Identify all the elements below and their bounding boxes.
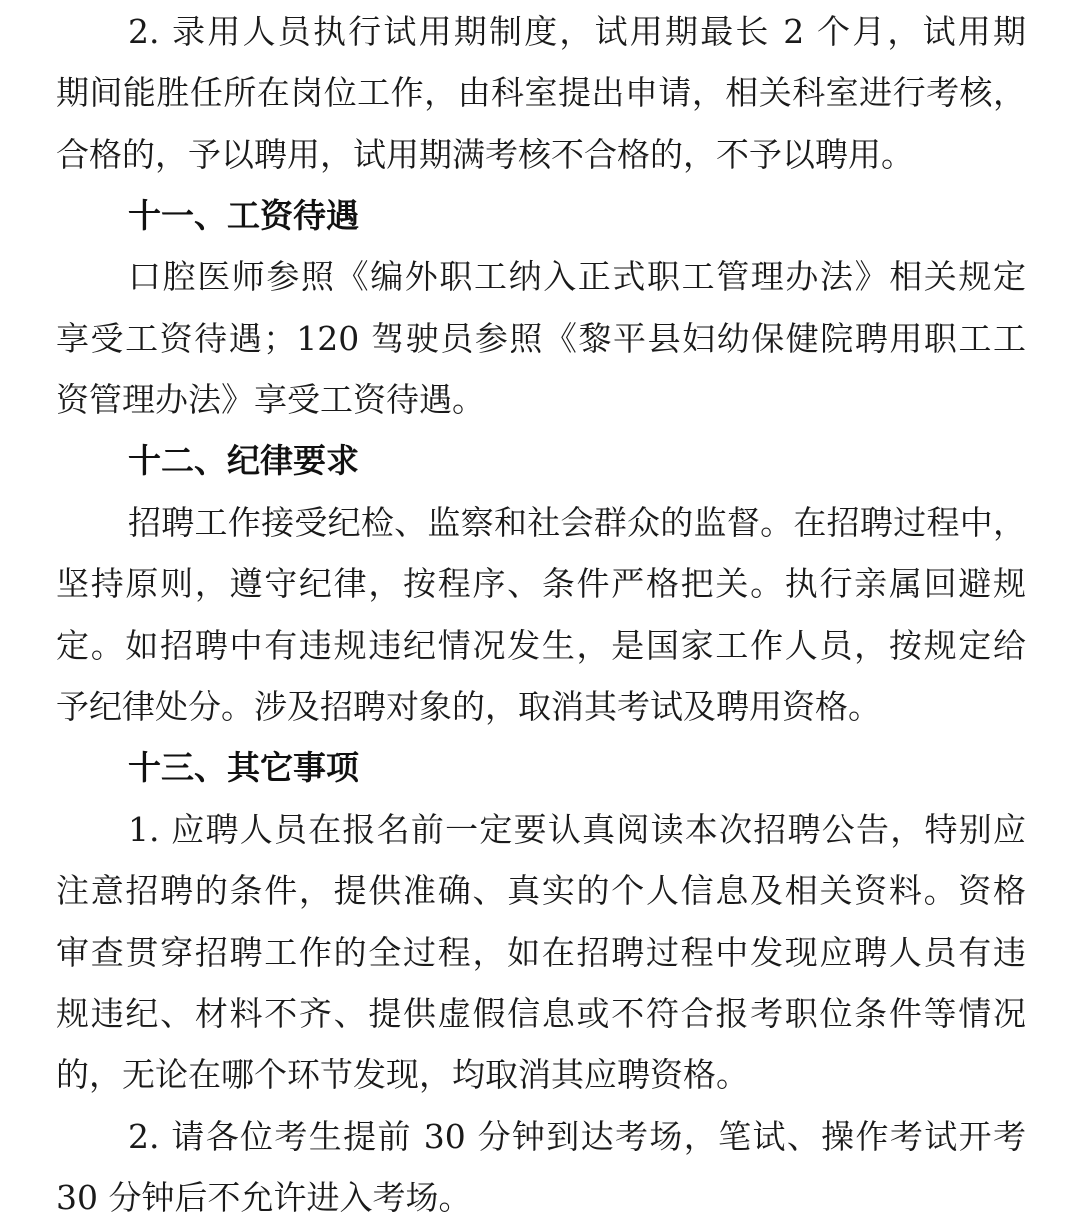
section-heading: 十一、工资待遇 [128,196,359,235]
paragraph-line: 享受工资待遇；120 驾驶员参照《黎平县妇幼保健院聘用职工工 [56,319,1026,358]
paragraph-line: 资管理办法》享受工资待遇。 [56,380,485,419]
paragraph-line: 2. 录用人员执行试用期制度，试用期最长 2 个月，试用期 [128,12,1026,51]
paragraph-line: 招聘工作接受纪检、监察和社会群众的监督。在招聘过程中， [128,503,1026,542]
paragraph-line: 2. 请各位考生提前 30 分钟到达考场，笔试、操作考试开考 [128,1117,1026,1156]
paragraph-line: 的，无论在哪个环节发现，均取消其应聘资格。 [56,1055,749,1094]
paragraph-line: 定。如招聘中有违规违纪情况发生，是国家工作人员，按规定给 [56,626,1026,665]
section-heading: 十三、其它事项 [128,748,359,787]
paragraph-line: 1. 应聘人员在报名前一定要认真阅读本次招聘公告，特别应 [128,810,1026,849]
section-heading: 十二、纪律要求 [128,441,359,480]
paragraph-line: 口腔医师参照《编外职工纳入正式职工管理办法》相关规定 [128,257,1026,296]
paragraph-line: 坚持原则，遵守纪律，按程序、条件严格把关。执行亲属回避规 [56,564,1026,603]
paragraph-line: 审查贯穿招聘工作的全过程，如在招聘过程中发现应聘人员有违 [56,933,1026,972]
paragraph-line: 30 分钟后不允许进入考场。 [56,1178,472,1217]
paragraph-line: 注意招聘的条件，提供准确、真实的个人信息及相关资料。资格 [56,871,1026,910]
paragraph-line: 规违纪、材料不齐、提供虚假信息或不符合报考职位条件等情况 [56,994,1026,1033]
paragraph-line: 期间能胜任所在岗位工作，由科室提出申请，相关科室进行考核， [56,73,1026,112]
paragraph-line: 合格的，予以聘用，试用期满考核不合格的，不予以聘用。 [56,135,914,174]
paragraph-line: 予纪律处分。涉及招聘对象的，取消其考试及聘用资格。 [56,687,881,726]
